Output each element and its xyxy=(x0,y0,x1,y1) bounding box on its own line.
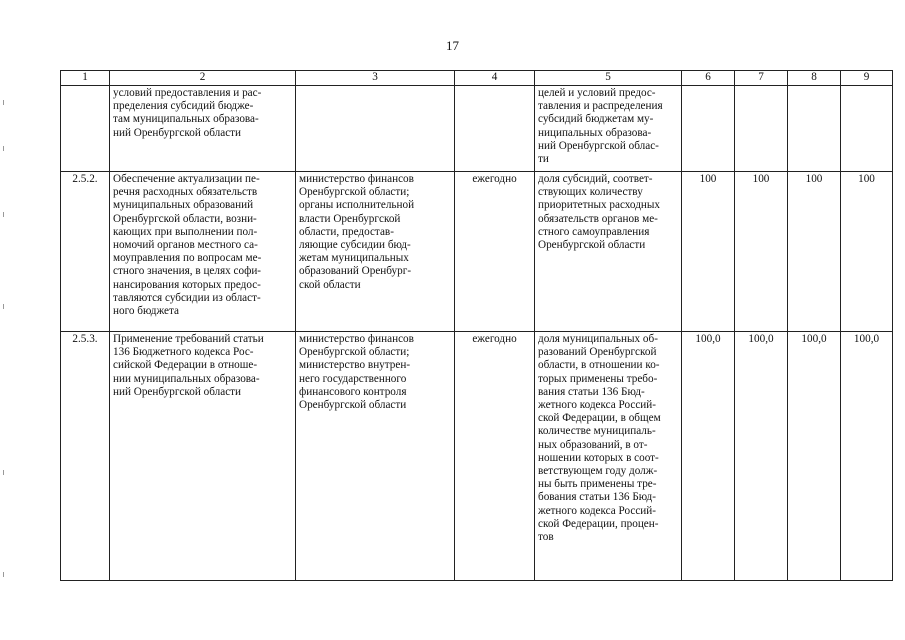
value-cell: 100 xyxy=(735,172,788,332)
indicator-cell: доля субсидий, соответ- ствующих количеству приоритетных расходных обязательств органов ме- стного самоуправления Оренбургской области xyxy=(535,172,682,332)
value-cell xyxy=(682,86,735,172)
row-number: 2.5.3. xyxy=(61,332,110,581)
indicator-cell: целей и условий предос- тавления и распределения субсидий бюджетам му- ниципальных образова- ний Оренбургской облас- ти xyxy=(535,86,682,172)
value-cell: 100 xyxy=(682,172,735,332)
column-header: 2 xyxy=(110,71,296,86)
margin-mark xyxy=(3,304,4,309)
value-cell: 100,0 xyxy=(735,332,788,581)
period-cell: ежегодно xyxy=(455,332,535,581)
value-cell: 100 xyxy=(841,172,893,332)
table-row xyxy=(61,332,893,581)
executor-cell: министерство финансов Оренбургской области; органы исполнительной власти Оренбургской области, предостав- ляющие субсидии бюд- жетам муниципальных образований Оренбург- ской области xyxy=(296,172,455,332)
activity-cell: Применение требований статьи 136 Бюджетного кодекса Рос- сийской Федерации в отноше- нии муниципальных образова- ний Оренбургской области xyxy=(110,332,296,581)
row-number: 2.5.2. xyxy=(61,172,110,332)
value-cell xyxy=(841,86,893,172)
margin-mark xyxy=(3,212,4,217)
document-table xyxy=(60,70,893,581)
margin-mark xyxy=(3,572,4,577)
activity-cell: условий предоставления и рас- пределения субсидий бюдже- там муниципальных образова- ний Оренбургской области xyxy=(110,86,296,172)
column-header: 6 xyxy=(682,71,735,86)
column-header: 4 xyxy=(455,71,535,86)
executor-cell: министерство финансов Оренбургской области; министерство внутрен- него государственного финансового контроля Оренбургской области xyxy=(296,332,455,581)
table-row xyxy=(61,86,893,172)
period-cell xyxy=(455,86,535,172)
column-header: 3 xyxy=(296,71,455,86)
table-header-row xyxy=(61,71,893,86)
value-cell xyxy=(788,86,841,172)
value-cell: 100,0 xyxy=(788,332,841,581)
activity-cell: Обеспечение актуализации пе- речня расходных обязательств муниципальных образований Оренбургской области, возни- кающих при выполнении пол- номочий органов местного са- моуправления по вопросам ме- стного значения, в целях софи- нансирования которых предос- тавляются субсидии из област- ного бюджета xyxy=(110,172,296,332)
column-header: 1 xyxy=(61,71,110,86)
margin-mark xyxy=(3,470,4,475)
value-cell xyxy=(735,86,788,172)
table-row xyxy=(61,172,893,332)
column-header: 5 xyxy=(535,71,682,86)
margin-mark xyxy=(3,146,4,151)
value-cell: 100 xyxy=(788,172,841,332)
column-header: 8 xyxy=(788,71,841,86)
page-number: 17 xyxy=(446,38,459,53)
executor-cell xyxy=(296,86,455,172)
column-header: 7 xyxy=(735,71,788,86)
margin-mark xyxy=(3,100,4,105)
column-header: 9 xyxy=(841,71,893,86)
value-cell: 100,0 xyxy=(841,332,893,581)
value-cell: 100,0 xyxy=(682,332,735,581)
period-cell: ежегодно xyxy=(455,172,535,332)
row-number xyxy=(61,86,110,172)
indicator-cell: доля муниципальных об- разований Оренбургской области, в отношении ко- торых применены требо- вания статьи 136 Бюд- жетного кодекса Россий- ской Федерации, в общем количестве муниципаль- ных образований, в от- ношении которых в соот- ветствующем году долж- ны быть применены тре- бования статьи 136 Бюд- жетного кодекса Россий- ской Федерации, процен- тов xyxy=(535,332,682,581)
